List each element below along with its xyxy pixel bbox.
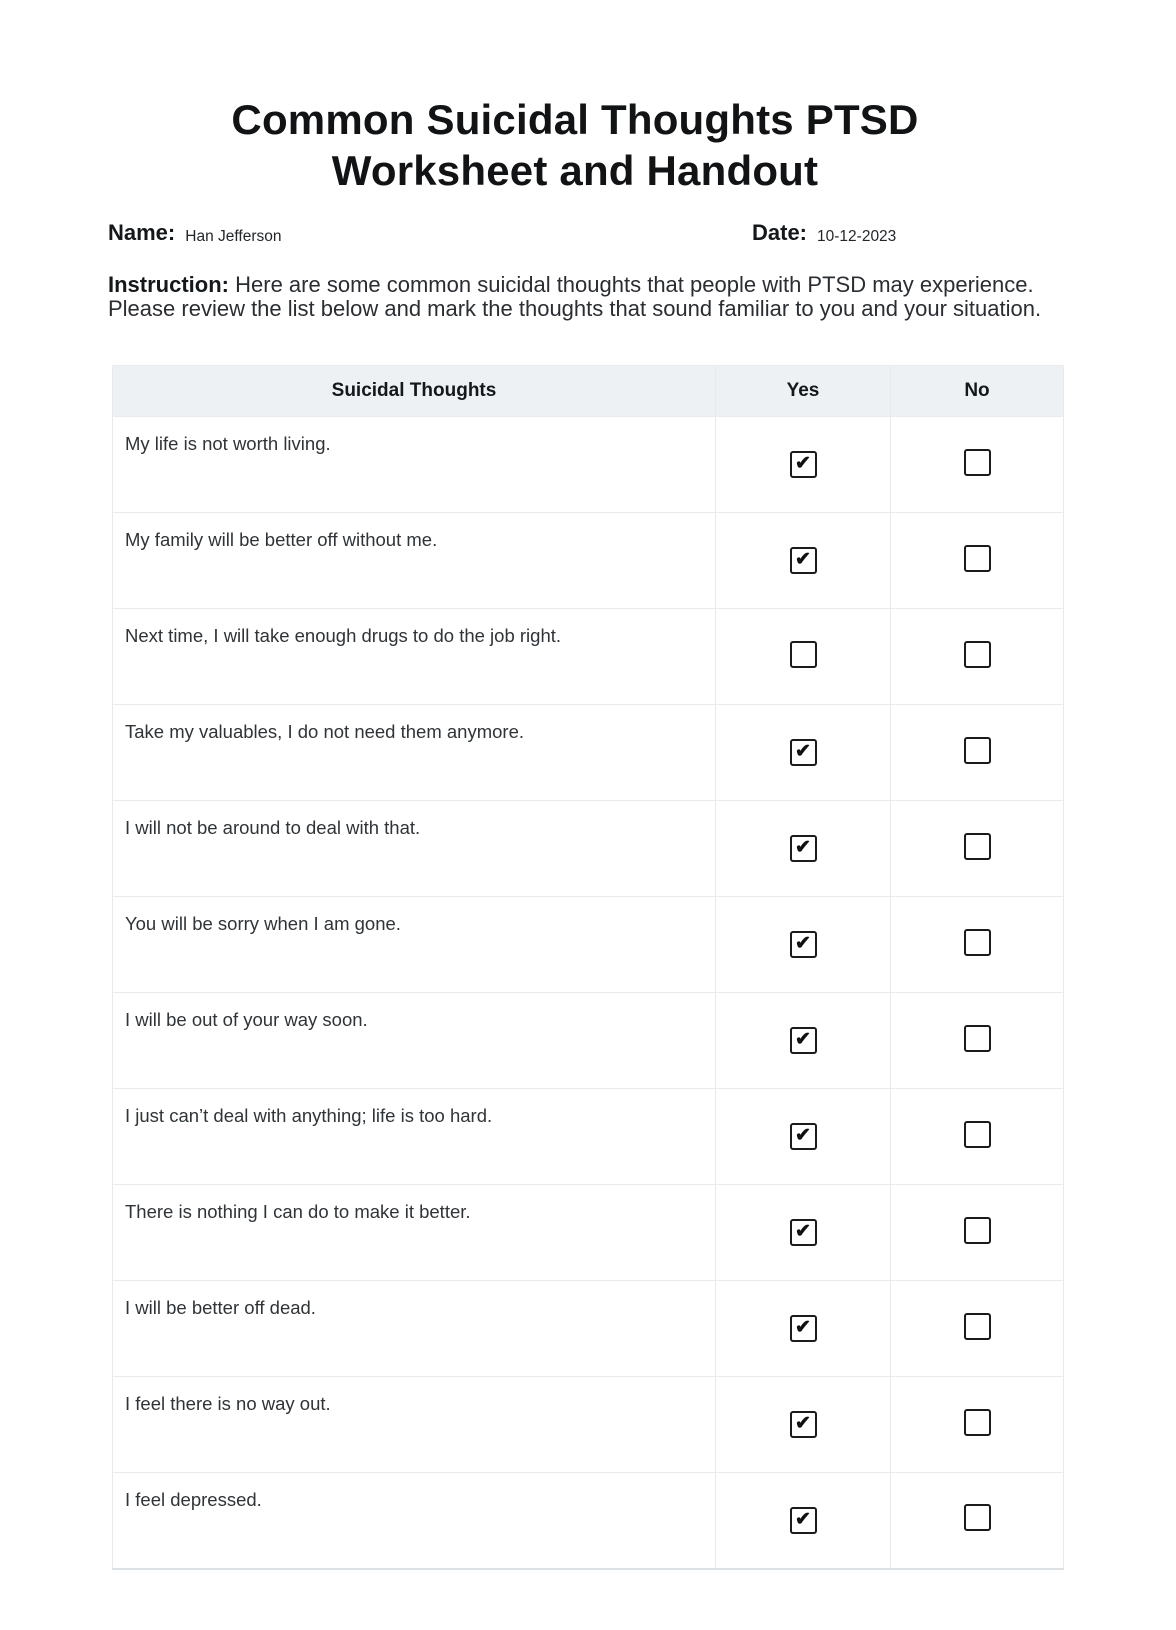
table-row — [113, 1089, 1064, 1185]
yes-checkbox[interactable]: ✔ — [790, 1507, 817, 1534]
no-checkbox[interactable] — [964, 1121, 991, 1148]
table-row — [113, 1473, 1064, 1569]
no-cell — [891, 1281, 1064, 1377]
table-row — [113, 897, 1064, 993]
yes-cell — [716, 609, 891, 705]
no-cell — [891, 1473, 1064, 1569]
yes-checkbox[interactable]: ✔ — [790, 931, 817, 958]
table-header-row — [113, 366, 1064, 417]
no-cell — [891, 705, 1064, 801]
yes-cell — [716, 1185, 891, 1281]
instruction-paragraph — [108, 273, 1058, 320]
thought-text: I will be better off dead. — [113, 1281, 716, 1377]
table-row — [113, 705, 1064, 801]
yes-cell — [716, 1281, 891, 1377]
no-checkbox[interactable] — [964, 641, 991, 668]
no-cell — [891, 801, 1064, 897]
yes-cell — [716, 513, 891, 609]
yes-checkbox[interactable] — [790, 641, 817, 668]
thought-text: Take my valuables, I do not need them anymore. — [113, 705, 716, 801]
no-checkbox[interactable] — [964, 1504, 991, 1531]
header-yes: Yes — [716, 366, 891, 417]
no-checkbox[interactable] — [964, 1025, 991, 1052]
yes-checkbox[interactable]: ✔ — [790, 451, 817, 478]
header-no: No — [891, 366, 1064, 417]
yes-cell — [716, 417, 891, 513]
date-value[interactable]: 10-12-2023 — [817, 228, 897, 245]
no-cell — [891, 417, 1064, 513]
table-row — [113, 1185, 1064, 1281]
yes-checkbox[interactable]: ✔ — [790, 739, 817, 766]
yes-checkbox[interactable]: ✔ — [790, 547, 817, 574]
no-cell — [891, 609, 1064, 705]
date-field — [752, 220, 896, 246]
no-cell — [891, 513, 1064, 609]
thoughts-table — [112, 365, 1064, 1570]
no-checkbox[interactable] — [964, 833, 991, 860]
name-label: Name: — [108, 220, 176, 245]
no-checkbox[interactable] — [964, 1217, 991, 1244]
name-field — [108, 220, 1064, 246]
table-row — [113, 513, 1064, 609]
instruction-label: Instruction: — [108, 272, 229, 297]
table-row — [113, 417, 1064, 513]
yes-cell — [716, 1473, 891, 1569]
no-cell — [891, 993, 1064, 1089]
yes-cell — [716, 705, 891, 801]
header-suicidal-thoughts: Suicidal Thoughts — [113, 366, 716, 417]
yes-checkbox[interactable]: ✔ — [790, 1315, 817, 1342]
no-cell — [891, 897, 1064, 993]
yes-checkbox[interactable]: ✔ — [790, 1123, 817, 1150]
thought-text: I feel there is no way out. — [113, 1377, 716, 1473]
thought-text: Next time, I will take enough drugs to do the job right. — [113, 609, 716, 705]
table-row — [113, 1377, 1064, 1473]
thought-text: You will be sorry when I am gone. — [113, 897, 716, 993]
yes-cell — [716, 897, 891, 993]
yes-checkbox[interactable]: ✔ — [790, 835, 817, 862]
yes-cell — [716, 993, 891, 1089]
thoughts-table-body — [113, 417, 1064, 1569]
yes-checkbox[interactable]: ✔ — [790, 1027, 817, 1054]
thought-text: There is nothing I can do to make it better. — [113, 1185, 716, 1281]
meta-row — [108, 220, 1064, 246]
yes-cell — [716, 801, 891, 897]
no-checkbox[interactable] — [964, 1313, 991, 1340]
yes-checkbox[interactable]: ✔ — [790, 1411, 817, 1438]
page-title — [108, 0, 1042, 196]
name-value[interactable]: Han Jefferson — [185, 228, 282, 245]
table-row — [113, 993, 1064, 1089]
page-title-line2: Worksheet and Handout — [331, 147, 819, 194]
no-checkbox[interactable] — [964, 1409, 991, 1436]
instruction-body: Here are some common suicidal thoughts that people with PTSD may experience. Please review the list below and mark the thoughts that sound familiar to you and your situation. — [108, 272, 1042, 321]
no-checkbox[interactable] — [964, 737, 991, 764]
no-checkbox[interactable] — [964, 929, 991, 956]
thought-text: My family will be better off without me. — [113, 513, 716, 609]
thought-text: I will be out of your way soon. — [113, 993, 716, 1089]
date-label: Date: — [752, 220, 808, 245]
yes-cell — [716, 1089, 891, 1185]
no-cell — [891, 1185, 1064, 1281]
thought-text: I will not be around to deal with that. — [113, 801, 716, 897]
yes-checkbox[interactable]: ✔ — [790, 1219, 817, 1246]
no-checkbox[interactable] — [964, 545, 991, 572]
no-checkbox[interactable] — [964, 449, 991, 476]
thought-text: I feel depressed. — [113, 1473, 716, 1569]
thought-text: My life is not worth living. — [113, 417, 716, 513]
yes-cell — [716, 1377, 891, 1473]
table-row — [113, 801, 1064, 897]
thought-text: I just can’t deal with anything; life is too hard. — [113, 1089, 716, 1185]
table-row — [113, 609, 1064, 705]
page-title-line1: Common Suicidal Thoughts PTSD — [231, 96, 919, 143]
no-cell — [891, 1377, 1064, 1473]
table-row — [113, 1281, 1064, 1377]
no-cell — [891, 1089, 1064, 1185]
